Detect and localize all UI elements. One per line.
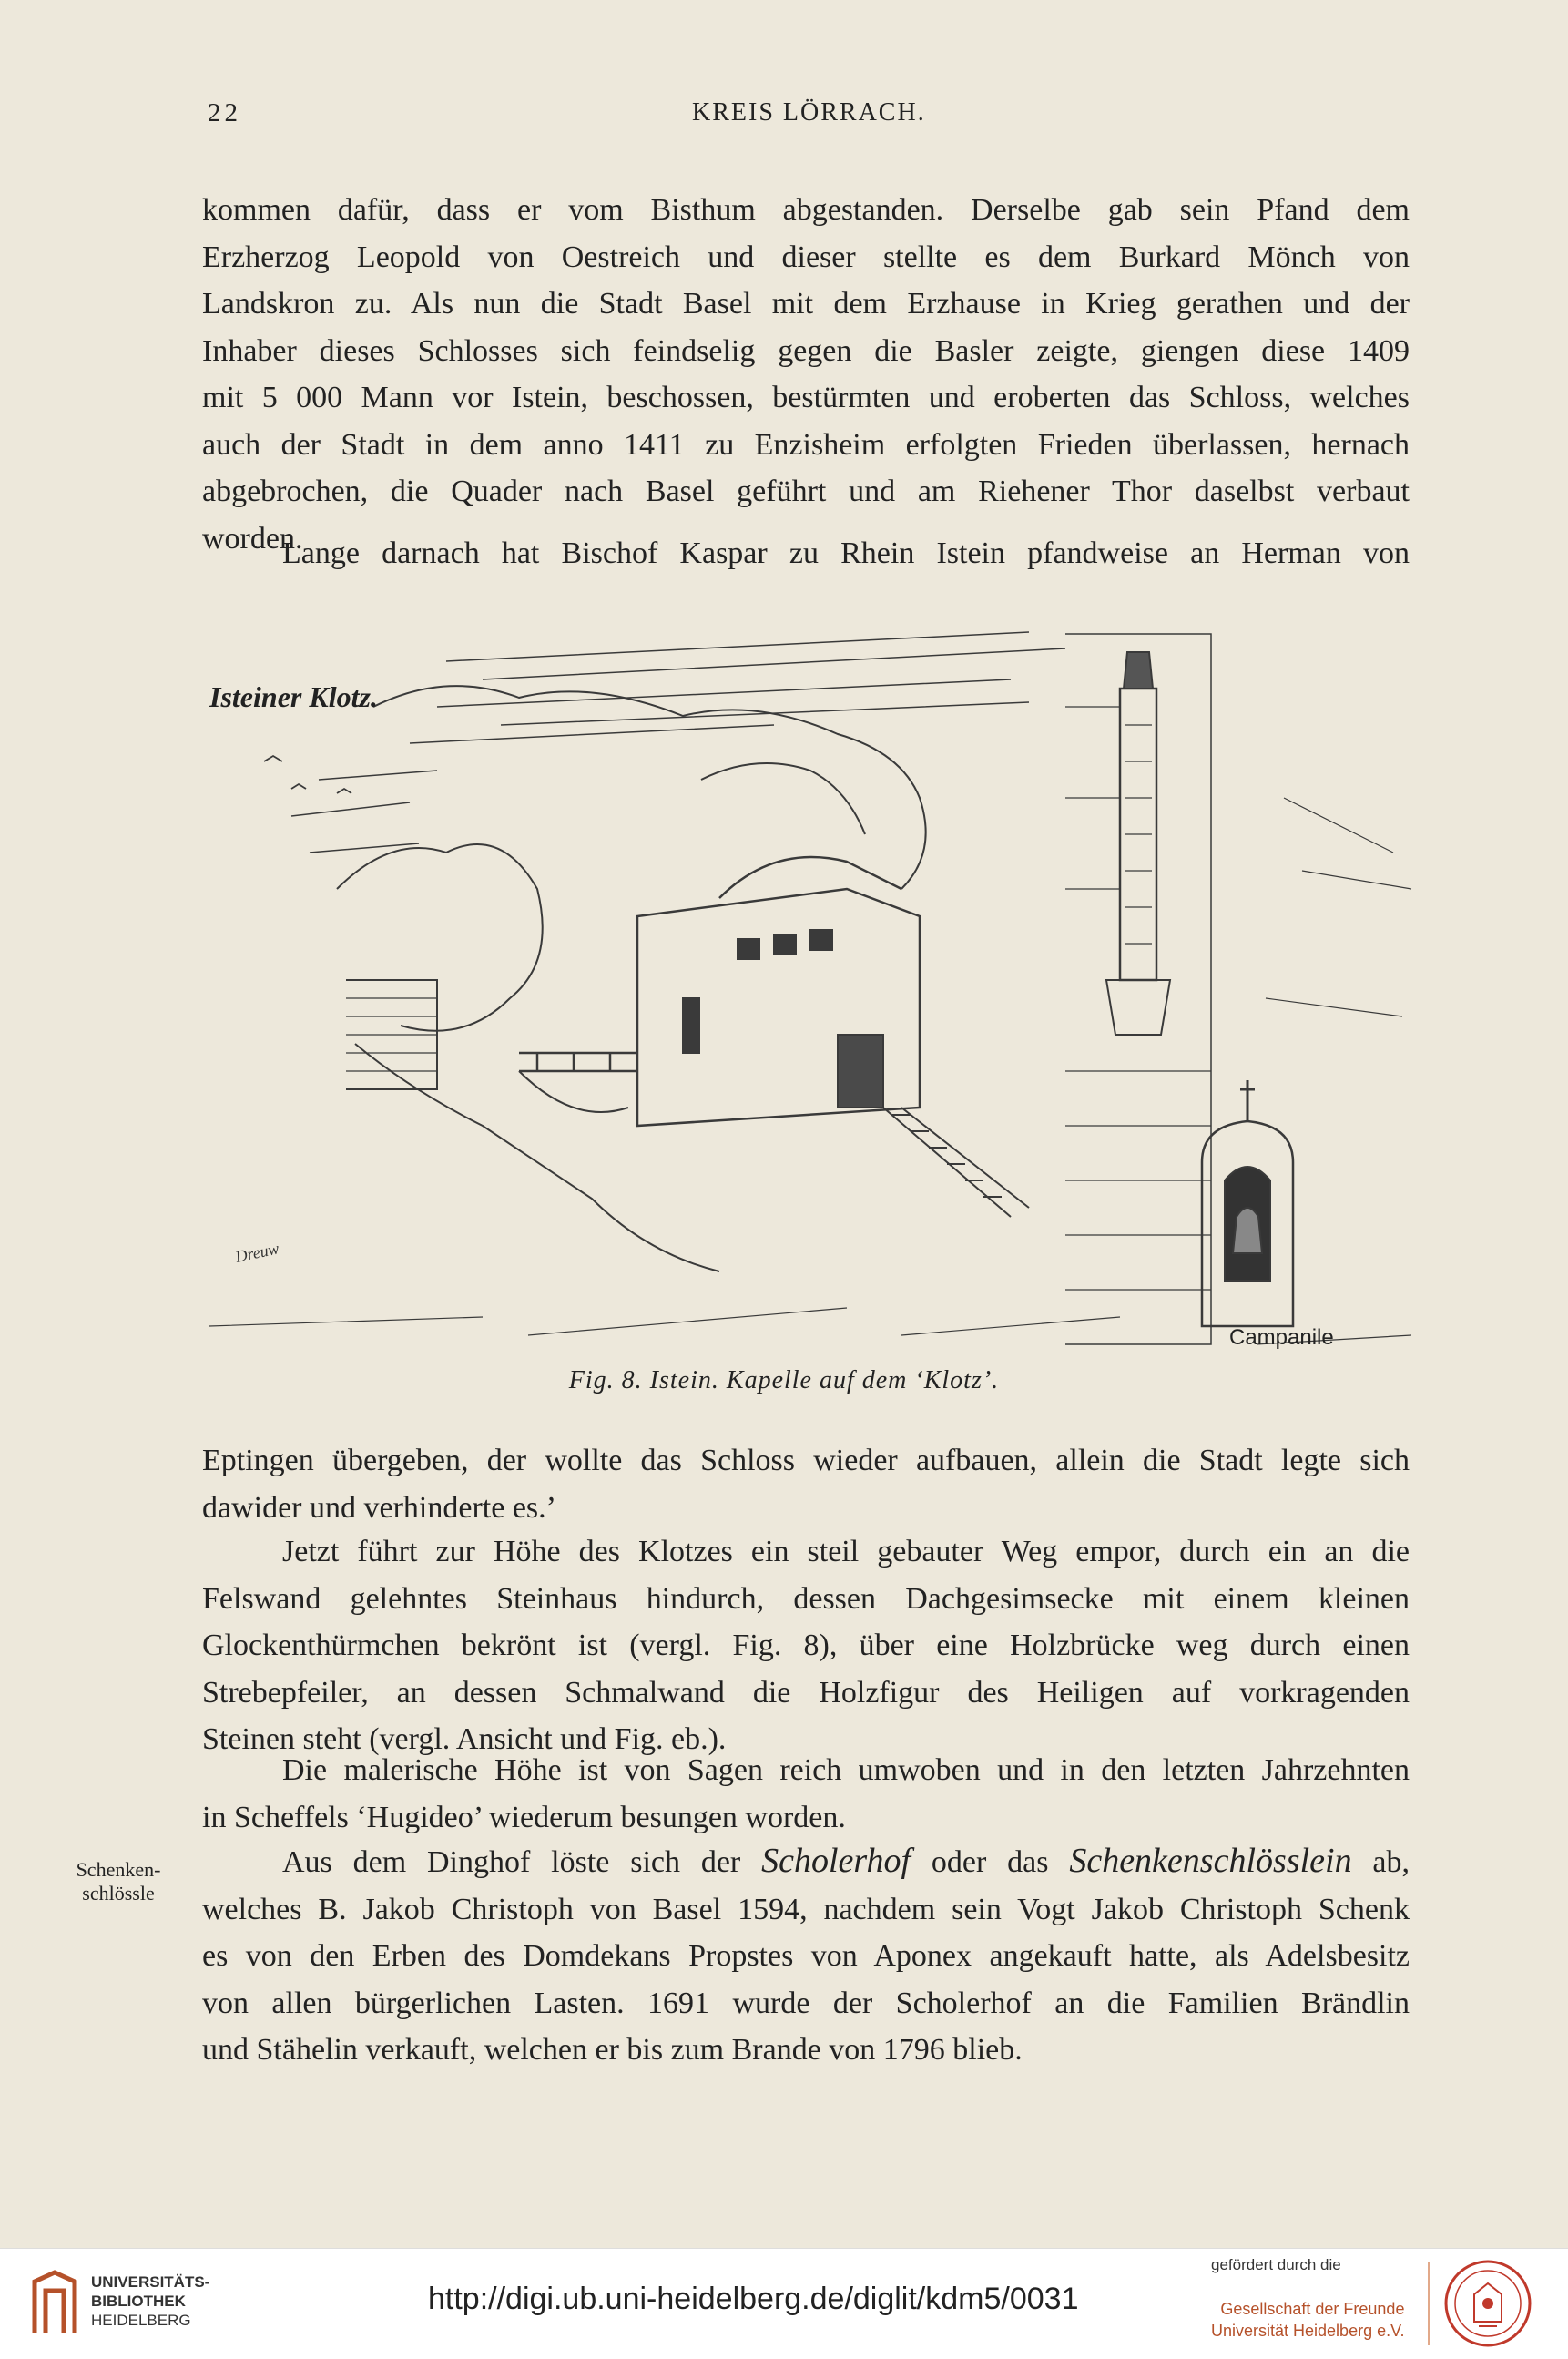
footer-divider [1428,2262,1430,2345]
text-line: Inhaber dieses Schlosses sich feindselig gegen die Basler zeigte, giengen diese 1409 [202,333,1410,368]
text-run: oder das [931,1845,1049,1879]
text-line: mit 5 000 Mann vor Istein, beschossen, bestürmten und eroberten das Schloss, welches [202,381,1410,414]
sponsor-name[interactable] [1211,2298,1404,2342]
etching-drawing [209,616,1420,1361]
margin-note-line: schlössle [82,1882,155,1905]
text-line: Die malerische Höhe ist von Sagen reich umwoben und in den letzten Jahrzehnten [282,1753,1410,1787]
text-line: Felswand gelehntes Steinhaus hindurch, dessen Dachgesimsecke mit einem kleinen [202,1581,1410,1616]
inscription-right: Campanile [1229,1325,1334,1350]
page-number: 22 [208,98,241,128]
text-run: ab, [1372,1845,1410,1879]
text-line: auch der Stadt in dem anno 1411 zu Enzisheim erfolgten Frieden überlassen, hernach [202,427,1410,462]
library-logo-icon [27,2269,82,2336]
margin-note [55,1858,182,1905]
text-line: worden. [202,521,303,556]
text-line: in Scheffels ‘Hugideo’ wiederum besungen worden. [202,1800,846,1834]
text-line-mixed [202,1838,1410,1886]
permalink-url[interactable]: http://digi.ub.uni-heidelberg.de/diglit/kdm5/0031 [428,2282,1079,2316]
text-line: welches B. Jakob Christoph von Basel 1594, nachdem sein Vogt Jakob Christoph Schenk [202,1892,1410,1926]
paragraph-6 [202,1838,1410,2074]
text-line: Lange darnach hat Bischof Kaspar zu Rhein Istein pfandweise an Herman von [282,536,1410,570]
paragraph-3 [202,1437,1410,1531]
paragraph-5 [202,1747,1410,1841]
text-line: kommen dafür, dass er vom Bisthum abgestanden. Derselbe gab sein Pfand dem [202,193,1410,227]
text-line: Steinen steht (vergl. Ansicht und Fig. eb.). [202,1722,727,1756]
text-line: von allen bürgerlichen Lasten. 1691 wurde der Scholerhof an die Familien Brändlin [202,1986,1410,2020]
inscription-left: Isteiner Klotz. [209,680,378,713]
library-line: BIBLIOTHEK [91,2293,186,2310]
figure-illustration [209,616,1420,1361]
text-line: es von den Erben des Domdekans Propstes von Aponex angekauft hatte, als Adelsbesitz [202,1939,1410,1973]
text-run: Aus dem Dinghof löste sich der [282,1845,741,1879]
library-line: UNIVERSITÄTS- [91,2273,210,2291]
text-line: Glockenthürmchen bekrönt ist (vergl. Fig. 8), über eine Holzbrücke weg durch einen [202,1629,1410,1662]
margin-note-line: Schenken- [76,1858,161,1881]
artist-signature: Dreuw [233,1239,281,1266]
running-title: KREIS LÖRRACH. [692,98,926,127]
text-line: und Stähelin verkauft, welchen er bis zum Brande von 1796 blieb. [202,2033,1023,2067]
sponsor-line: Universität Heidelberg e.V. [1211,2322,1405,2340]
text-line: Eptingen übergeben, der wollte das Schloss wieder aufbauen, allein die Stadt legte sich [202,1444,1410,1477]
text-line: Erzherzog Leopold von Oestreich und dieser stellte es dem Burkard Mönch von [202,240,1410,274]
italic-term: Scholerhof [761,1842,911,1880]
italic-term: Schenkenschlösslein [1069,1842,1352,1880]
page-header [0,98,1568,135]
library-line: HEIDELBERG [91,2312,191,2329]
text-line: dawider und verhinderte es.’ [202,1490,556,1525]
text-line: Strebepfeiler, an dessen Schmalwand die Holzfigur des Heiligen auf vorkragenden [202,1675,1410,1710]
library-name[interactable] [91,2272,209,2330]
text-line: Landskron zu. Als nun die Stadt Basel mit dem Erzhause in Krieg gerathen und der [202,287,1410,321]
paragraph-4 [202,1528,1410,1763]
paragraph-2 [202,530,1410,577]
paragraph-1 [202,187,1410,562]
sponsor-label: gefördert durch die [1211,2256,1341,2273]
sponsor-line: Gesellschaft der Freunde [1220,2300,1405,2318]
text-line: Jetzt führt zur Höhe des Klotzes ein steil gebauter Weg empor, durch ein an die [282,1535,1410,1568]
figure-caption: Fig. 8. Istein. Kapelle auf dem ‘Klotz’. [568,1366,1000,1394]
university-seal-icon [1442,2258,1533,2349]
text-line: abgebrochen, die Quader nach Basel geführt und am Riehener Thor daselbst verbaut [202,475,1410,508]
footer-bar [0,2248,1568,2359]
